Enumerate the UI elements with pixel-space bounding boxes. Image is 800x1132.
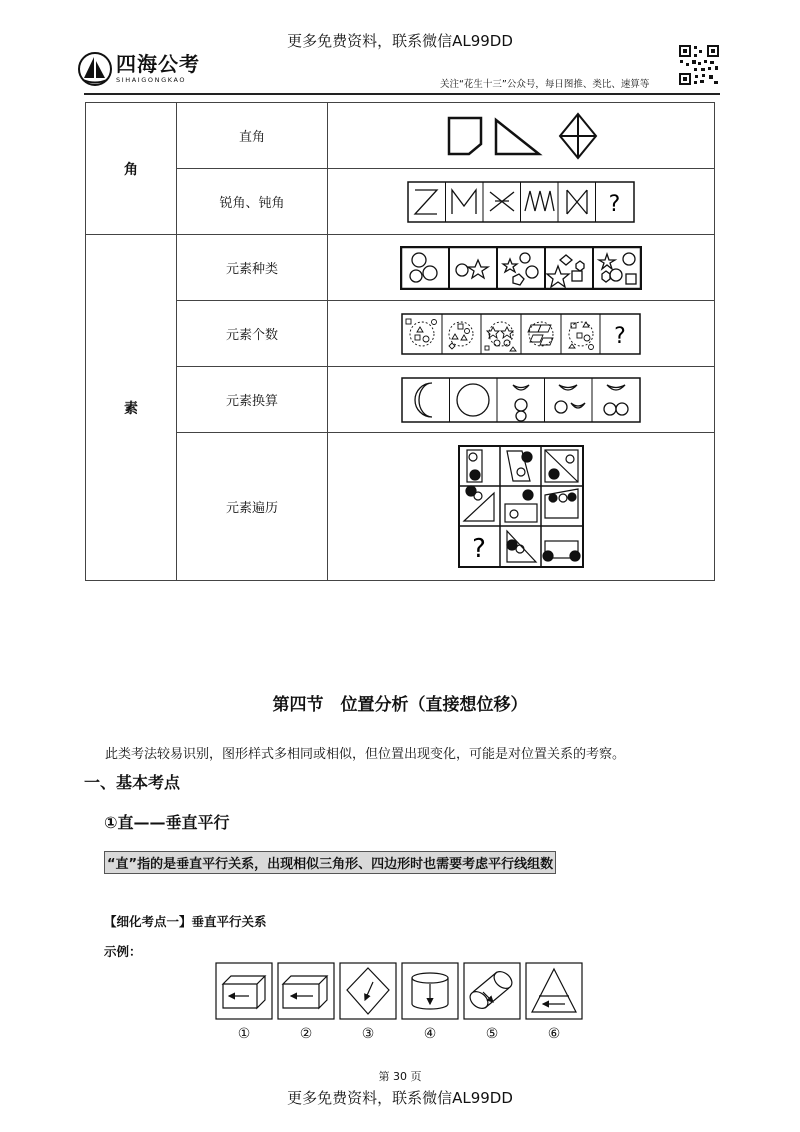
example-number: ⑥: [547, 1026, 561, 1042]
heading-perpendicular-parallel: ①直——垂直平行: [104, 813, 230, 832]
figure-cell: [328, 235, 715, 301]
table-row: [86, 301, 715, 367]
figure-cell: [328, 367, 715, 433]
row-label: 直角: [177, 103, 328, 169]
right-angle-figures: [441, 110, 601, 162]
table-row: [86, 169, 715, 235]
figure-reasoning-table: [85, 102, 715, 581]
example-number: ④: [423, 1026, 437, 1042]
question-mark: ?: [608, 191, 621, 217]
row-label: 元素个数: [177, 301, 328, 367]
bottom-banner: 更多免费资料，联系微信AL99DD: [287, 1089, 513, 1107]
example-number: ③: [361, 1026, 375, 1042]
figure-cell: [328, 169, 715, 235]
section-title: 第四节 位置分析（直接想位移）: [272, 695, 528, 715]
figure-cell: [328, 301, 715, 367]
intro-text: 此类考法较易识别，图形样式多相同或相似，但位置出现变化，可能是对位置关系的考察。: [105, 747, 626, 762]
example-label: 示例：: [104, 944, 142, 959]
rhombus-shape: [560, 114, 596, 158]
sub-point-title: 【细化考点一】垂直平行关系: [104, 914, 267, 929]
table-row: [86, 235, 715, 301]
row-label: 元素换算: [177, 367, 328, 433]
row-label: 元素种类: [177, 235, 328, 301]
example-figures: [215, 962, 585, 1044]
category-cell: 角: [86, 103, 177, 235]
figure-cell: [328, 103, 715, 169]
acute-obtuse-sequence: [407, 181, 635, 223]
pentagon-shape: [449, 118, 481, 154]
example-number: ②: [299, 1026, 313, 1042]
triangle-shape: [496, 120, 539, 154]
slogan: 关注“花生十三”公众号，每日图推、类比、速算等: [440, 79, 650, 90]
page-number: 第 30 页: [378, 1070, 422, 1083]
question-mark: ?: [472, 534, 486, 564]
table-row: [86, 433, 715, 581]
table-row: [86, 367, 715, 433]
sail-logo-icon: [78, 52, 112, 86]
element-traversal-grid: [458, 445, 584, 568]
figure-cell: [328, 433, 715, 581]
header-divider: [84, 93, 720, 95]
question-mark: ?: [614, 323, 626, 349]
example-number: ①: [237, 1026, 251, 1042]
table-row: [86, 103, 715, 169]
row-label: 元素遍历: [177, 433, 328, 581]
element-count-sequence: [401, 313, 641, 355]
row-label: 锐角、钝角: [177, 169, 328, 235]
element-type-sequence: [400, 246, 642, 290]
logo-name: 四海公考: [116, 52, 200, 76]
highlight-note: “直”指的是垂直平行关系，出现相似三角形、四边形时也需要考虑平行线组数: [104, 851, 556, 874]
qr-code-icon: [678, 44, 720, 86]
example-number: ⑤: [485, 1026, 499, 1042]
category-cell: 素: [86, 235, 177, 581]
logo: [78, 52, 200, 86]
top-banner: 更多免费资料，联系微信AL99DD: [287, 32, 513, 50]
element-conversion-sequence: [401, 377, 641, 423]
heading-basic-points: 一、基本考点: [84, 773, 181, 792]
logo-subtitle: SIHAIGONGKAO: [116, 76, 187, 84]
